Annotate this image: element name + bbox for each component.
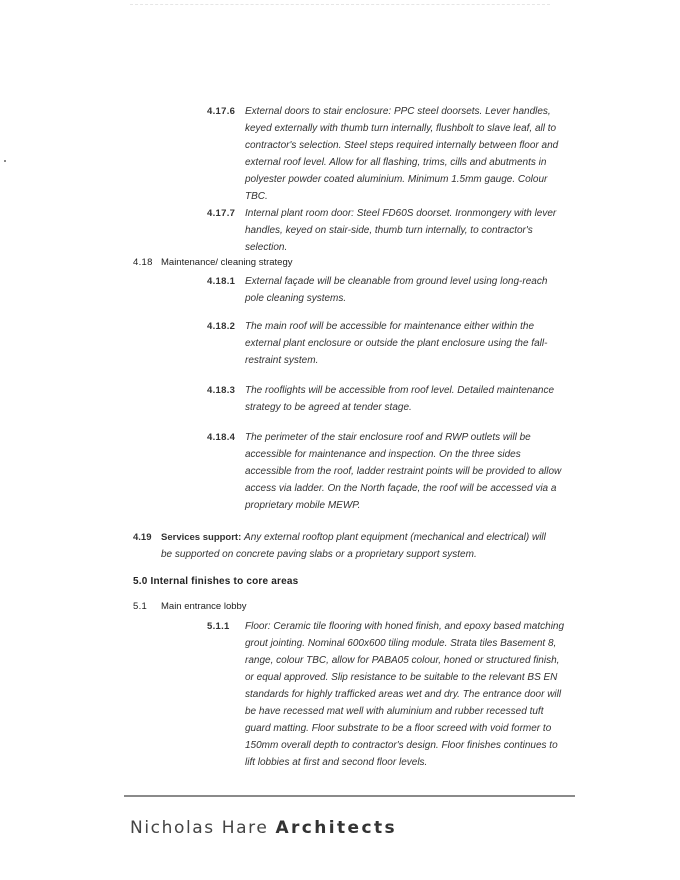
clause-4-17-6 [207, 103, 567, 205]
section-title: Main entrance lobby [161, 601, 247, 612]
clause-lead: Services support: [161, 532, 242, 543]
clause-number: 4.18.1 [207, 276, 236, 287]
margin-mark [4, 160, 6, 162]
section-title: Maintenance/ cleaning strategy [161, 257, 293, 268]
clause-number: 5.1.1 [207, 621, 230, 632]
clause-text: External doors to stair enclosure: PPC steel doorsets. Lever handles, keyed externally with thumb turn internally, flushbolt to slave leaf, all to contractor's selection. Steel steps required internally between floor and external roof level. Allow for all flashing, trims, cills and abutments in polyester powder coated aluminium. Minimum 1.5mm gauge. Colour TBC. [245, 106, 559, 202]
clause-text: Any external rooftop plant equipment (mechanical and electrical) will be supported on concrete paving slabs or a proprietary support system. [161, 532, 546, 560]
clause-5-1-1 [207, 618, 567, 771]
clause-4-18-4 [207, 429, 567, 514]
clause-4-18-1 [207, 273, 567, 307]
clause-body [161, 529, 553, 563]
section-heading-5-1 [133, 599, 247, 615]
brand-light: Nicholas Hare [130, 818, 269, 838]
section-number: 4.18 [133, 257, 153, 268]
clause-text: External façade will be cleanable from ground level using long-reach pole cleaning systems. [245, 276, 548, 304]
clause-text: The main roof will be accessible for maintenance either within the external plant enclosure or outside the plant enclosure using the fall-restraint system. [245, 321, 548, 366]
brand-bold: Architects [275, 818, 397, 838]
clause-text: Internal plant room door: Steel FD60S doorset. Ironmongery with lever handles, keyed on stair-side, thumb turn internally, to contractor's selection. [245, 208, 557, 253]
clause-text: The rooflights will be accessible from roof level. Detailed maintenance strategy to be agreed at tender stage. [245, 385, 555, 413]
section-heading-4-18 [133, 255, 293, 271]
clause-number: 4.18.2 [207, 321, 236, 332]
clause-4-17-7 [207, 205, 567, 256]
section-number: 5.1 [133, 601, 148, 612]
clause-4-19 [133, 529, 553, 563]
clause-text: The perimeter of the stair enclosure roof and RWP outlets will be accessible for maintenance and inspection. On the three sides accessible from the roof, ladder restraint points will be provided to allow access via ladder. On the North façade, the roof will be accessed via a proprietary mobile MEWP. [245, 432, 562, 511]
clause-number: 4.17.7 [207, 208, 236, 219]
clause-number: 4.17.6 [207, 106, 236, 117]
clause-number: 4.19 [133, 532, 152, 543]
clause-4-18-3 [207, 382, 567, 416]
section-heading-5-0: 5.0 Internal finishes to core areas [133, 576, 299, 587]
clause-4-18-2 [207, 318, 567, 369]
clause-number: 4.18.4 [207, 432, 236, 443]
clause-text: Floor: Ceramic tile flooring with honed finish, and epoxy based matching grout jointing. Nominal 600x600 tiling module. Strata tiles Basement 8, range, colour TBC, allow for PABA05 colour, honed or structured finish, or equal approved. Slip resistance to be suitable to the relevant BS EN standards for highly trafficked areas wet and dry. The entrance door will be have recessed mat well with aluminium and rubber recessed tuft guard matting. Floor substrate to be a floor screed with void former to 150mm overall depth to contractor's design. Floor finishes continues to lift lobbies at first and second floor levels. [245, 621, 565, 768]
top-edge-rule [130, 4, 550, 5]
clause-number: 4.18.3 [207, 385, 236, 396]
company-logo [130, 818, 397, 838]
footer-rule [124, 795, 575, 797]
